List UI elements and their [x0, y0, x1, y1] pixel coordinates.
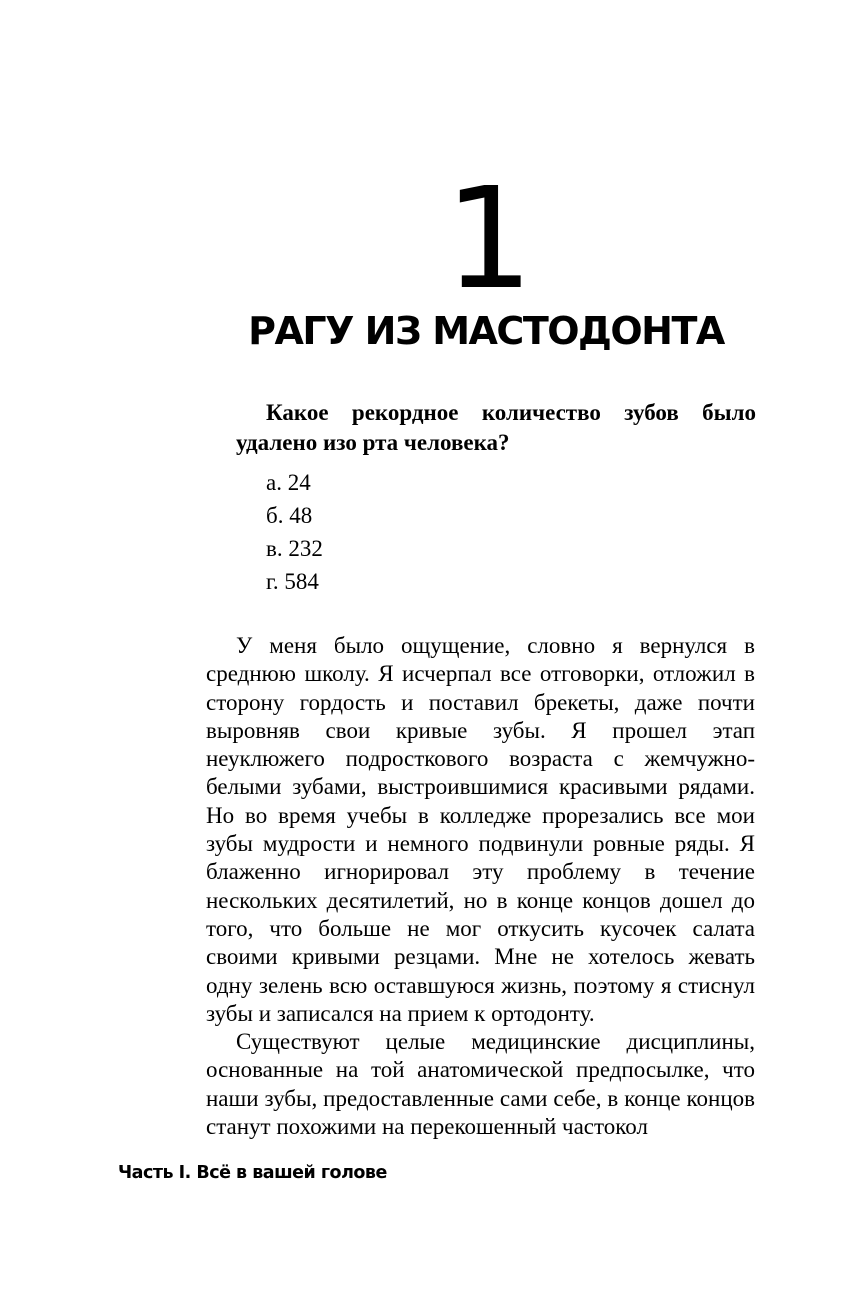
- quiz-options: [266, 466, 323, 598]
- running-footer: Часть I. Всё в вашей голове: [118, 1163, 387, 1183]
- quiz-option: в. 232: [266, 536, 323, 561]
- quiz-option: а. 24: [266, 470, 311, 495]
- body-paragraph: У меня было ощущение, словно я вернулся в среднюю школу. Я исчерпал все отговорки, отложил в сторону гордость и поставил брекеты, даже почти выровняв свои кривые зубы. Я прошел этап неуклюжего подросткового возраста с жемчужно-белыми зубами, выстроившимися красивыми рядами. Но во время учебы в колледже прорезались все мои зубы мудрости и немного подвинули ровные ряды. Я блаженно игнорировал эту проблему в течение нескольких десятилетий, но в конце концов дошел до того, что больше не мог откусить кусочек салата своими кривыми резцами. Мне не хотелось жевать одну зелень всю оставшуюся жизнь, поэтому я стиснул зубы и записался на прием к ортодонту.: [206, 633, 755, 1026]
- chapter-title: РАГУ ИЗ МАСТОДОНТА: [248, 309, 724, 353]
- body-paragraph: Существуют целые медицинские дисциплины, основанные на той анатомической предпосылке, что наши зубы, предоставленные сами себе, в конце концов станут похожими на перекошенный частокол: [206, 1029, 755, 1140]
- body-text: [206, 632, 755, 1141]
- chapter-number: 1: [444, 158, 530, 321]
- quiz-option: б. 48: [266, 503, 313, 528]
- quiz-question: Какое рекордное количество зубов было удалено изо рта человека?: [236, 400, 756, 455]
- quiz-option: г. 584: [266, 569, 319, 594]
